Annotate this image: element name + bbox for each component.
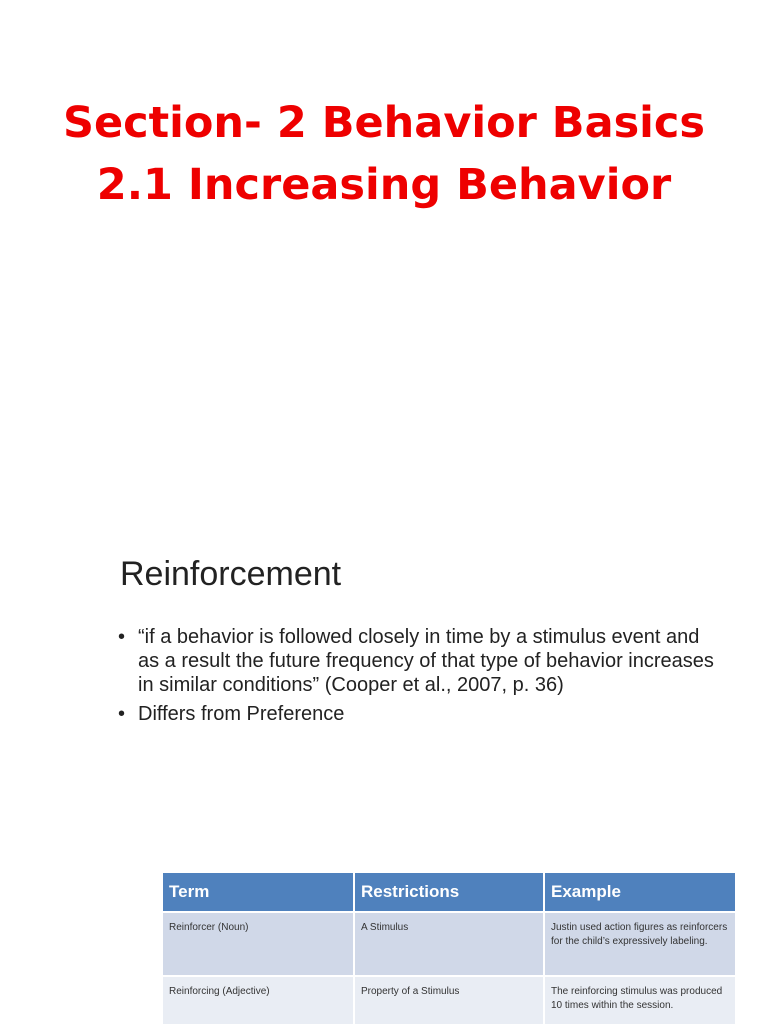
bullet-dot: • (118, 703, 126, 725)
bullet-item-preference (116, 702, 716, 726)
cell-restrictions: Property of a Stimulus (354, 976, 544, 1024)
reinforcement-slide-image (100, 535, 740, 775)
table-row (163, 912, 736, 976)
terms-table-image (163, 873, 736, 1024)
bullet-item-definition (116, 625, 716, 697)
table-row (163, 976, 736, 1024)
cell-example: The reinforcing stimulus was produced 10 times within the session. (544, 976, 736, 1024)
table-header-row (163, 873, 736, 912)
bullet-dot: • (118, 626, 126, 648)
header-example: Example (544, 873, 736, 912)
cell-example: Justin used action figures as reinforcers for the child’s expressively labeling. (544, 912, 736, 976)
cell-restrictions: A Stimulus (354, 912, 544, 976)
header-restrictions: Restrictions (354, 873, 544, 912)
cell-term: Reinforcer (Noun) (163, 912, 354, 976)
cell-term: Reinforcing (Adjective) (163, 976, 354, 1024)
bullet-text-definition: “if a behavior is followed closely in time by a stimulus event and as a result the future frequency of that type of behavior increases in similar conditions” (Cooper et al., 2007, p. 36) (138, 626, 714, 696)
slide-heading: Reinforcement (120, 555, 342, 593)
bullet-list (116, 625, 716, 731)
title-line-2: 2.1 Increasing Behavior (96, 160, 672, 210)
title-line-1: Section- 2 Behavior Basics (62, 98, 706, 148)
terms-table (163, 873, 736, 1024)
bullet-text-preference: Differs from Preference (138, 703, 345, 725)
header-term: Term (163, 873, 354, 912)
page-title (0, 92, 768, 216)
